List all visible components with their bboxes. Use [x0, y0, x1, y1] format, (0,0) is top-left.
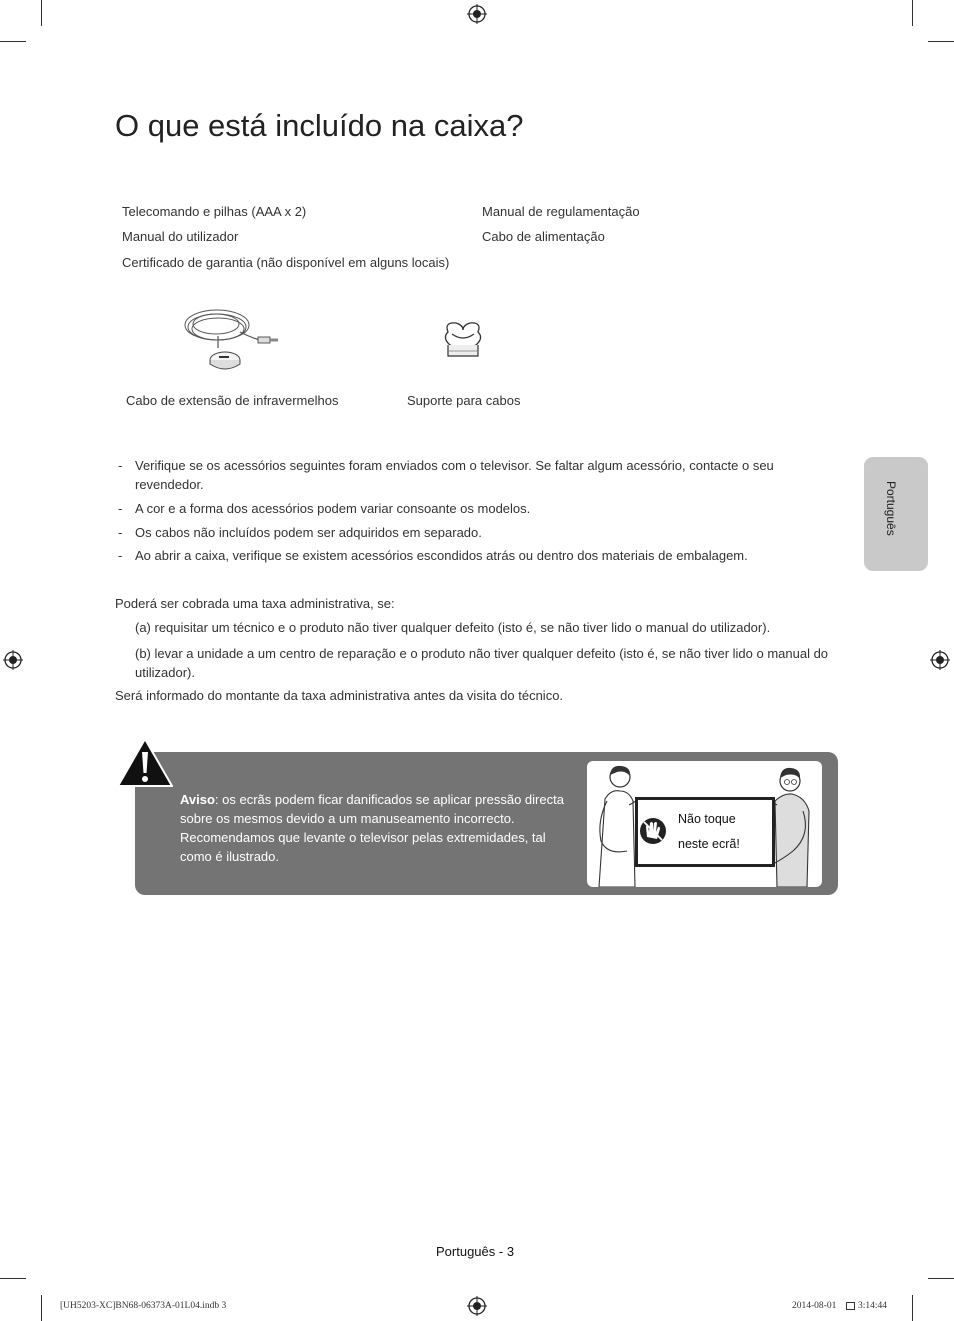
crop-mark [41, 1295, 42, 1321]
list-item: Manual do utilizador [122, 229, 239, 244]
note-item: - Os cabos não incluídos podem ser adquiridos em separado. [115, 523, 815, 542]
note-item: - Ao abrir a caixa, verifique se existem acessórios escondidos atrás ou dentro dos materiais de embalagem. [115, 546, 815, 565]
page-title: O que está incluído na caixa? [115, 108, 524, 143]
crop-mark [912, 0, 913, 26]
language-side-tab [864, 457, 928, 571]
note-item: - A cor e a forma dos acessórios podem variar consoante os modelos. [115, 499, 815, 518]
warning-text [180, 790, 575, 866]
note-text: Ao abrir a caixa, verifique se existem acessórios escondidos atrás ou dentro dos materiais de embalagem. [135, 548, 748, 563]
crop-mark [928, 41, 954, 42]
list-item: Certificado de garantia (não disponível em alguns locais) [122, 255, 450, 270]
note-text: Os cabos não incluídos podem ser adquiridos em separado. [135, 525, 482, 540]
registration-mark-icon [467, 4, 487, 24]
crop-mark [0, 1278, 26, 1279]
no-touch-hand-icon [639, 817, 667, 845]
fee-closing: Será informado do montante da taxa administrativa antes da visita do técnico. [115, 688, 564, 703]
warning-label: Aviso [180, 792, 215, 807]
sign-line-1: Não toque [678, 812, 736, 826]
slug-glyph-icon [846, 1302, 855, 1310]
ir-extender-cable-icon [180, 300, 280, 380]
registration-mark-icon [930, 650, 950, 670]
fee-item-b: (b) levar a unidade a um centro de reparação e o produto não tiver qualquer defeito (isto é, se não tiver lido o manual do utilizador). [135, 646, 829, 680]
item-caption: Cabo de extensão de infravermelhos [126, 393, 339, 408]
list-item: Telecomando e pilhas (AAA x 2) [122, 204, 307, 219]
fee-item-a: (a) requisitar um técnico e o produto não tiver qualquer defeito (isto é, se não tiver lido o manual do utilizador). [135, 620, 771, 635]
slug-filename: [UH5203-XC]BN68-06373A-01L04.indb 3 [60, 1301, 227, 1311]
fee-intro: Poderá ser cobrada uma taxa administrativa, se: [115, 596, 395, 611]
slug-time: 3:14:44 [858, 1301, 888, 1311]
page-number: Português - 3 [436, 1244, 515, 1259]
list-item: Cabo de alimentação [482, 229, 605, 244]
side-tab-label: Português [884, 481, 898, 536]
crop-mark [912, 1295, 913, 1321]
crop-mark [928, 1278, 954, 1279]
crop-mark [41, 0, 42, 26]
tv-handling-illustration [587, 761, 822, 887]
slug-date: 2014-08-01 [792, 1301, 837, 1311]
sign-line-2: neste ecrã! [678, 837, 740, 851]
warning-body: : os ecrãs podem ficar danificados se aplicar pressão directa sobre os mesmos devido a um manuseamento incorrecto. Recomendamos que levante o televisor pelas extremidades, tal como é ilustrado. [180, 792, 564, 864]
note-text: A cor e a forma dos acessórios podem variar consoante os modelos. [135, 501, 531, 516]
registration-mark-icon [3, 650, 23, 670]
registration-mark-icon [467, 1296, 487, 1316]
warning-triangle-icon [116, 737, 174, 789]
crop-mark [0, 41, 26, 42]
note-text: Verifique se os acessórios seguintes foram enviados com o televisor. Se faltar algum acessório, contacte o seu revendedor. [135, 458, 774, 492]
item-caption: Suporte para cabos [407, 393, 521, 408]
cable-holder-icon [440, 318, 486, 364]
list-item: Manual de regulamentação [482, 204, 640, 219]
note-item: - Verifique se os acessórios seguintes foram enviados com o televisor. Se faltar algum acessório, contacte o seu revendedor. [115, 456, 815, 494]
